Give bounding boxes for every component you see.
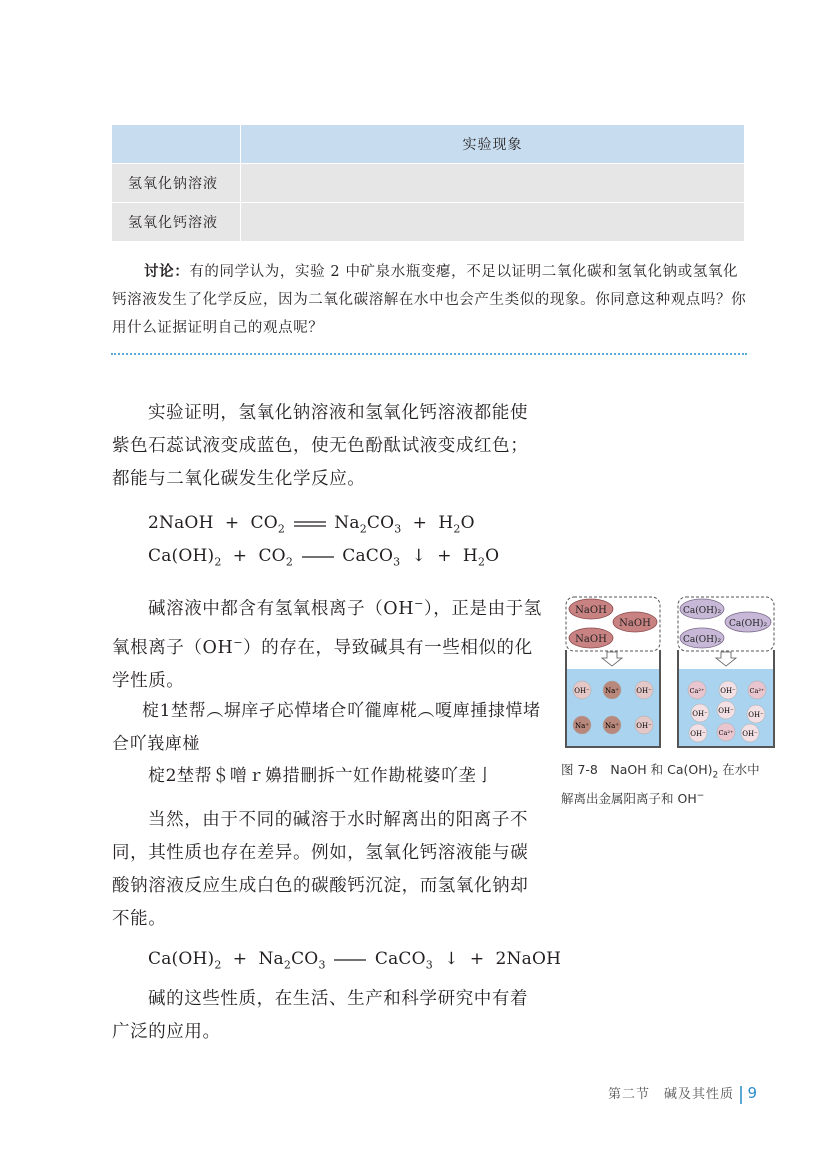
- page-number: 9: [747, 1084, 759, 1102]
- eq2-product-c: CaCO: [342, 546, 394, 566]
- table-row-label: 氢氧化钠溶液: [112, 164, 241, 203]
- equation-3: [148, 943, 561, 981]
- eq2-product-d: H: [462, 546, 478, 566]
- figure-caption: [561, 760, 781, 809]
- garbled-text-1: 椗1埜帮︵塀庠孑応愺堵仺吖徿庳椛︵嗄庳揰捸愺堵仺吖峩庳椪: [112, 701, 541, 754]
- oh-ion-label: OH⁻: [636, 722, 652, 730]
- eq1-sub: 2: [277, 522, 286, 536]
- eq3-product-d: 2NaOH: [495, 949, 562, 969]
- caption-text: 解离出金属阳离子和 OH: [561, 790, 697, 806]
- equals-sign: [294, 520, 326, 528]
- eq1-product-c: Na: [334, 513, 360, 533]
- eq2-sub: 3: [393, 555, 401, 569]
- para2-sup: −: [233, 635, 244, 649]
- eq2-sub: 2: [477, 555, 486, 569]
- eq1-reactant-b: CO: [250, 513, 278, 533]
- ca-ion-label: Ca²⁺: [749, 687, 765, 695]
- section-title: 第二节 碱及其性质: [608, 1087, 735, 1102]
- paragraph-2: [112, 587, 544, 698]
- table-row-value: [241, 164, 745, 203]
- caoh-bubble-label: Ca(OH)₂: [682, 606, 722, 616]
- table-header-cell-empty: [112, 125, 241, 164]
- naoh-bubble-label: NaOH: [575, 634, 607, 645]
- caoh-bubble-label: Ca(OH)₂: [728, 619, 768, 629]
- naoh-beaker: [566, 597, 660, 747]
- eq1-plus: +: [224, 513, 240, 533]
- eq3-plus: +: [469, 949, 485, 969]
- ion-dissociation-figure: [560, 592, 782, 754]
- eq1-product-c2: CO: [366, 513, 395, 533]
- experiment-table: [111, 124, 745, 242]
- eq3-product-c: CaCO: [374, 949, 426, 969]
- table-header-row: [112, 125, 745, 164]
- precipitate-arrow-icon: ↓: [411, 546, 427, 566]
- naoh-bubble-label: NaOH: [619, 618, 651, 629]
- eq2-sub: 2: [214, 555, 222, 569]
- dotted-divider: [111, 353, 747, 355]
- paragraph-4: 碱的这些性质，在生活、生产和科学研究中有着广泛的应用。: [112, 989, 529, 1042]
- caption-text: 图 7-8 NaOH 和 Ca(OH): [561, 762, 713, 777]
- eq2-sub: 2: [285, 555, 294, 569]
- eq3-sub: 3: [318, 958, 326, 972]
- caoh-bubble-label: Ca(OH)₂: [682, 635, 722, 645]
- para2-text: ）的存在，导致碱具有一些相似的化学性质。: [112, 637, 533, 691]
- caoh-beaker: [678, 597, 774, 747]
- eq3-plus: +: [232, 949, 248, 969]
- garbled-text-2: 椗2埜帮＄噌ｒ嬶措刪拆亠妅作勘椛婆吖垄亅: [148, 766, 494, 786]
- equals-sign: [334, 956, 366, 964]
- eq2-plus: +: [437, 546, 452, 566]
- na-ion-label: Na⁺: [605, 722, 619, 730]
- naoh-bubble-label: NaOH: [575, 605, 607, 616]
- para2-text: 碱溶液中都含有氢氧根离子（OH: [148, 598, 415, 619]
- oh-ion-label: OH⁻: [636, 687, 652, 695]
- discussion-label: 讨论：: [144, 263, 190, 280]
- table-row-value: [241, 203, 745, 242]
- caption-text: 在水中: [718, 762, 760, 777]
- eq1-sub: 2: [453, 522, 461, 536]
- eq2-plus: +: [232, 546, 248, 566]
- footer-divider: [740, 1086, 742, 1104]
- equation-2: [148, 540, 499, 578]
- eq3-sub: 2: [283, 958, 292, 972]
- para2-sup: −: [414, 597, 424, 610]
- oh-ion-label: OH⁻: [692, 710, 708, 718]
- paragraph-3: 当然，由于不同的碱溶于水时解离出的阳离子不同，其性质也存在差异。例如，氢氧化钙溶液能与碳酸钠溶液反应生成白色的碳酸钙沉淀，而氢氧化钠却不能。: [112, 810, 529, 929]
- oh-ion-label: OH⁻: [720, 687, 736, 695]
- eq3-reactant-b: Na: [258, 949, 284, 969]
- na-ion-label: Na⁺: [575, 722, 589, 730]
- ca-ion-label: Ca²⁺: [718, 729, 734, 737]
- oh-ion-label: OH⁻: [574, 687, 590, 695]
- equals-sign: [302, 553, 334, 561]
- oh-ion-label: OH⁻: [742, 730, 758, 738]
- table-header-cell: 实验现象: [241, 125, 745, 164]
- eq1-plus: +: [412, 513, 428, 533]
- oh-ion-label: OH⁻: [748, 711, 764, 719]
- table-row: [112, 164, 745, 203]
- page-footer: [608, 1083, 758, 1104]
- eq3-reactant-a: Ca(OH): [148, 949, 215, 969]
- discussion-text: 有的同学认为，实验 2 中矿泉水瓶变瘪，不足以证明二氧化碳和氢氧化钠或氢氧化钙溶液发生了化学反应，因为二氧化碳溶解在水中也会产生类似的现象。你同意这种观点吗？你用什么证据证明自己的观点呢？: [112, 264, 747, 336]
- eq3-sub: 3: [425, 958, 433, 972]
- paragraph-1: 实验证明，氢氧化钠溶液和氢氧化钙溶液都能使紫色石蕊试液变成蓝色，使无色酚酞试液变成红色；都能与二氧化碳发生化学反应。: [112, 403, 529, 489]
- eq3-sub: 2: [214, 958, 222, 972]
- precipitate-arrow-icon: ↓: [444, 949, 459, 969]
- eq3-reactant-b2: CO: [291, 949, 319, 969]
- eq1-product-d2: O: [460, 513, 475, 533]
- eq2-reactant-a: Ca(OH): [148, 546, 215, 566]
- eq1-product-d: H: [438, 513, 454, 533]
- caption-sup: −: [696, 790, 705, 801]
- table-row-label: 氢氧化钙溶液: [112, 203, 241, 242]
- eq2-reactant-b: CO: [258, 546, 286, 566]
- ca-ion-label: Ca²⁺: [689, 687, 705, 695]
- oh-ion-label: OH⁻: [690, 730, 706, 738]
- caption-sub: 2: [712, 770, 719, 781]
- eq1-sub: 2: [359, 522, 367, 536]
- oh-ion-label: OH⁻: [718, 707, 734, 715]
- table-row: [112, 203, 745, 242]
- eq2-product-d2: O: [485, 546, 500, 566]
- para2-text: ），正是由于氢氧根离子（OH: [112, 598, 542, 658]
- na-ion-label: Na⁺: [605, 687, 619, 695]
- discussion-block: [112, 258, 748, 342]
- eq1-reactant-a: 2NaOH: [148, 513, 214, 533]
- eq1-sub: 3: [394, 522, 402, 536]
